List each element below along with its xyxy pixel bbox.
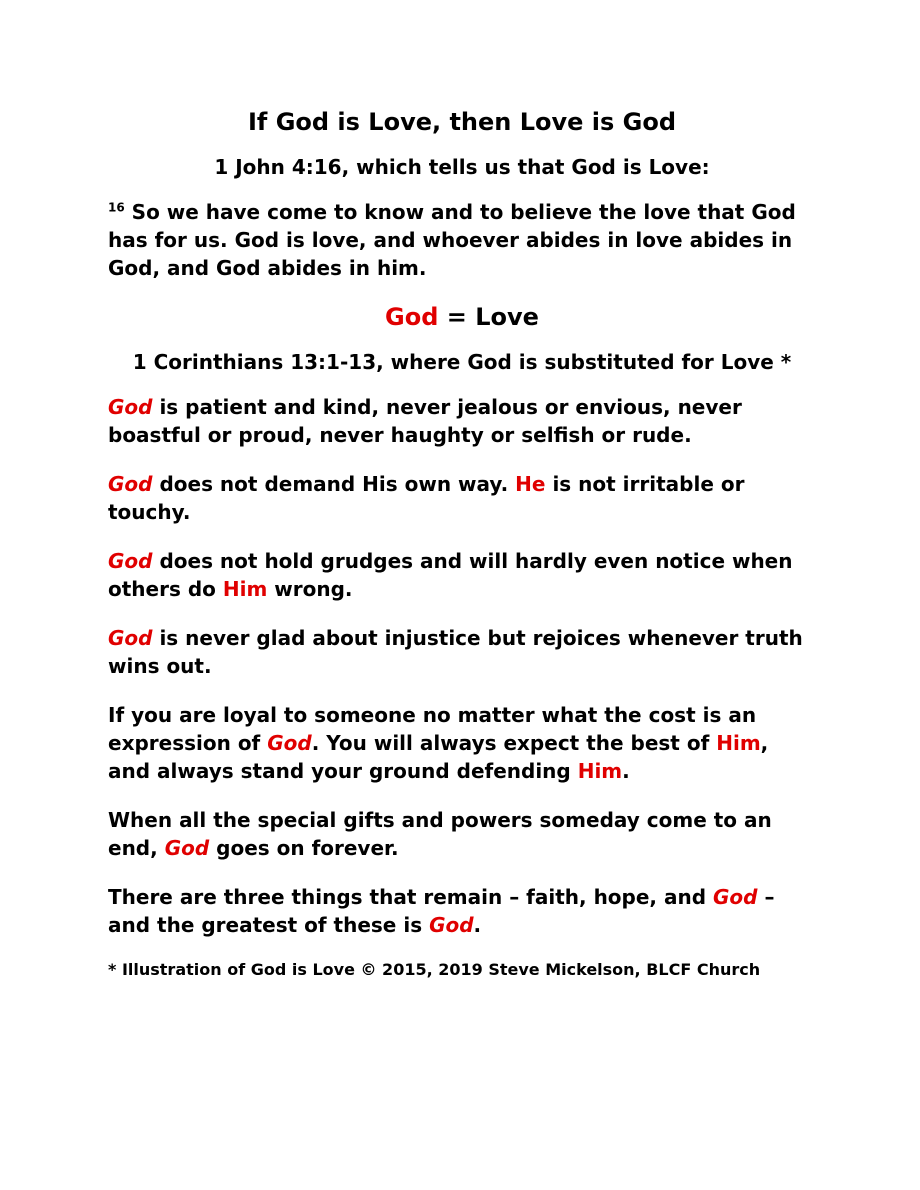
god-word: God (429, 913, 474, 937)
god-equals-love (108, 303, 816, 331)
paragraph-text: – and the greatest of these is (108, 885, 775, 937)
verse-text: So we have come to know and to believe the love that God has for us. God is love, and whoever abides in love abides in God, and God abides in him. (108, 200, 796, 280)
paragraph-forever (108, 806, 816, 862)
paragraph-text: does not hold grudges and will hardly even notice when others do (108, 549, 793, 601)
john-verse (108, 198, 816, 282)
paragraph-text: does not demand His own way. (152, 472, 516, 496)
paragraph-text: When all the special gifts and powers someday come to an end, (108, 808, 772, 860)
paragraph-text: is patient and kind, never jealous or envious, never boastful or proud, never haughty or selfish or rude. (108, 395, 742, 447)
paragraph-loyal (108, 701, 816, 785)
he-word: He (515, 472, 546, 496)
equation-rest: = Love (438, 303, 539, 331)
copyright-footnote: * Illustration of God is Love © 2015, 2019 Steve Mickelson, BLCF Church (108, 960, 761, 979)
verse-number: 16 (108, 200, 125, 215)
paragraph-text: There are three things that remain – faith, hope, and (108, 885, 713, 909)
paragraph-injustice (108, 624, 816, 680)
paragraph-patient (108, 393, 816, 449)
paragraph-text: . (473, 913, 482, 937)
paragraph-text: If you are loyal to someone no matter what the cost is an expression of (108, 703, 757, 755)
him-word: Him (577, 759, 623, 783)
paragraph-text: wrong. (267, 577, 353, 601)
paragraph-text: is never glad about injustice but rejoices whenever truth wins out. (108, 626, 803, 678)
god-word: God (108, 549, 153, 573)
paragraph-three-things (108, 883, 816, 939)
god-word: God (108, 395, 153, 419)
john-heading: 1 John 4:16, which tells us that God is Love: (214, 155, 710, 179)
paragraph-text: . (622, 759, 630, 783)
god-word: God (108, 626, 153, 650)
page-title: If God is Love, then Love is God (247, 108, 677, 136)
paragraph-text: is not irritable or touchy. (108, 472, 745, 524)
paragraph-own-way (108, 470, 816, 526)
equation-god: God (385, 303, 439, 331)
paragraph-text: goes on forever. (209, 836, 399, 860)
god-word: God (267, 731, 312, 755)
god-word: God (108, 472, 153, 496)
him-word: Him (222, 577, 268, 601)
document-page (108, 108, 816, 980)
paragraph-text: , and always stand your ground defending (108, 731, 769, 783)
paragraph-grudges (108, 547, 816, 603)
god-word: God (713, 885, 758, 909)
paragraph-text: . You will always expect the best of (311, 731, 717, 755)
corinthians-heading: 1 Corinthians 13:1-13, where God is substituted for Love * (132, 350, 792, 374)
god-word: God (164, 836, 210, 860)
him-word: Him (716, 731, 761, 755)
